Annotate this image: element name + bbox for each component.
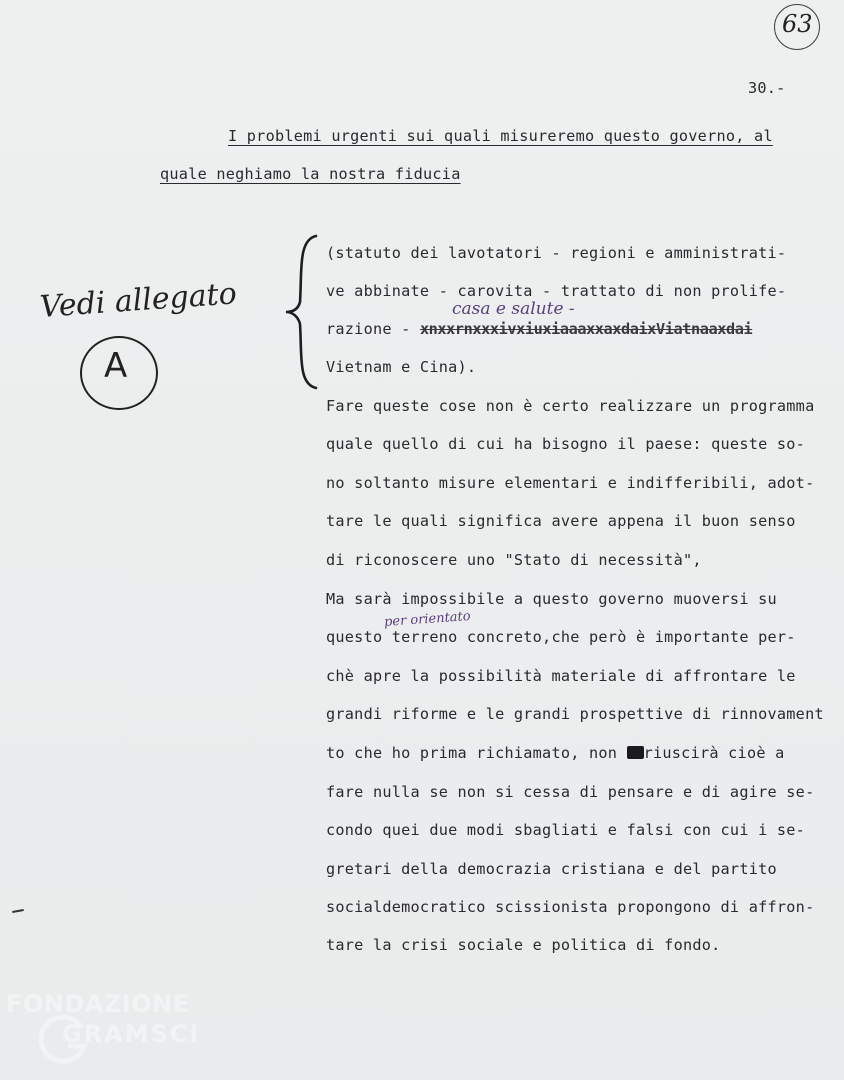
body-line-1: Fare queste cose non è certo realizzare un programma xyxy=(326,397,815,415)
curly-brace xyxy=(284,232,324,392)
body-line-4: tare le quali significa avere appena il buon senso xyxy=(326,512,796,530)
watermark-logo xyxy=(6,990,216,1070)
body-line-10-end: riuscirà cioè a xyxy=(643,744,785,762)
body-line-2: quale quello di cui ha bisogno il paese: queste so- xyxy=(326,435,806,453)
body-line-15: tare la crisi sociale e politica di fondo. xyxy=(326,936,721,954)
body-line-9: grandi riforme e le grandi prospettive di rinnovament xyxy=(326,705,824,723)
page-stamp-number: 63 xyxy=(782,10,813,38)
body-line-5: di riconoscere uno "Stato di necessità", xyxy=(326,551,702,569)
margin-tick-mark xyxy=(12,909,24,913)
bracket-line-4: Vietnam e Cina). xyxy=(326,358,477,376)
body-line-14: socialdemocratico scissionista propongono di affron- xyxy=(326,898,815,916)
body-line-10 xyxy=(326,744,785,762)
body-line-8: chè apre la possibilità materiale di affrontare le xyxy=(326,667,796,685)
struck-text: xnxxrnxxxivxiuxiaaaxxaxdaixViatnaaxdai xyxy=(419,320,753,338)
body-line-3: no soltanto misure elementari e indifferibili, adot- xyxy=(326,474,815,492)
insertion-casa-salute: casa e salute - xyxy=(452,299,575,319)
bracket-line-1: (statuto dei lavotatori - regioni e amministrati- xyxy=(326,244,787,262)
ink-blot xyxy=(627,746,644,759)
heading-line-2: quale neghiamo la nostra fiducia xyxy=(160,165,461,183)
margin-note: Vedi allegato xyxy=(38,276,238,325)
bracket-line-2: ve abbinate - carovita - trattato di non prolife- xyxy=(326,282,787,300)
body-line-7: questo terreno concreto,che però è importante per- xyxy=(326,628,796,646)
margin-note-letter: A xyxy=(104,346,128,386)
body-line-10-start: to che ho prima richiamato, non xyxy=(326,744,627,762)
watermark-line-2: GRAMSCI xyxy=(62,1020,201,1048)
body-line-12: condo quei due modi sbagliati e falsi con cui i se- xyxy=(326,821,806,839)
bracket-line-3-text: razione - xyxy=(326,320,420,338)
page-number: 30.- xyxy=(748,79,786,97)
bracket-line-3 xyxy=(326,320,752,338)
watermark-line-1: FONDAZIONE xyxy=(6,990,190,1018)
body-line-13: gretari della democrazia cristiana e del partito xyxy=(326,860,777,878)
insertion-per-orientato: per orientato xyxy=(383,608,472,631)
body-line-6: Ma sarà impossibile a questo governo muoversi su xyxy=(326,590,777,608)
body-line-11: fare nulla se non si cessa di pensare e di agire se- xyxy=(326,783,815,801)
heading-line-1: I problemi urgenti sui quali misureremo questo governo, al xyxy=(228,127,773,145)
